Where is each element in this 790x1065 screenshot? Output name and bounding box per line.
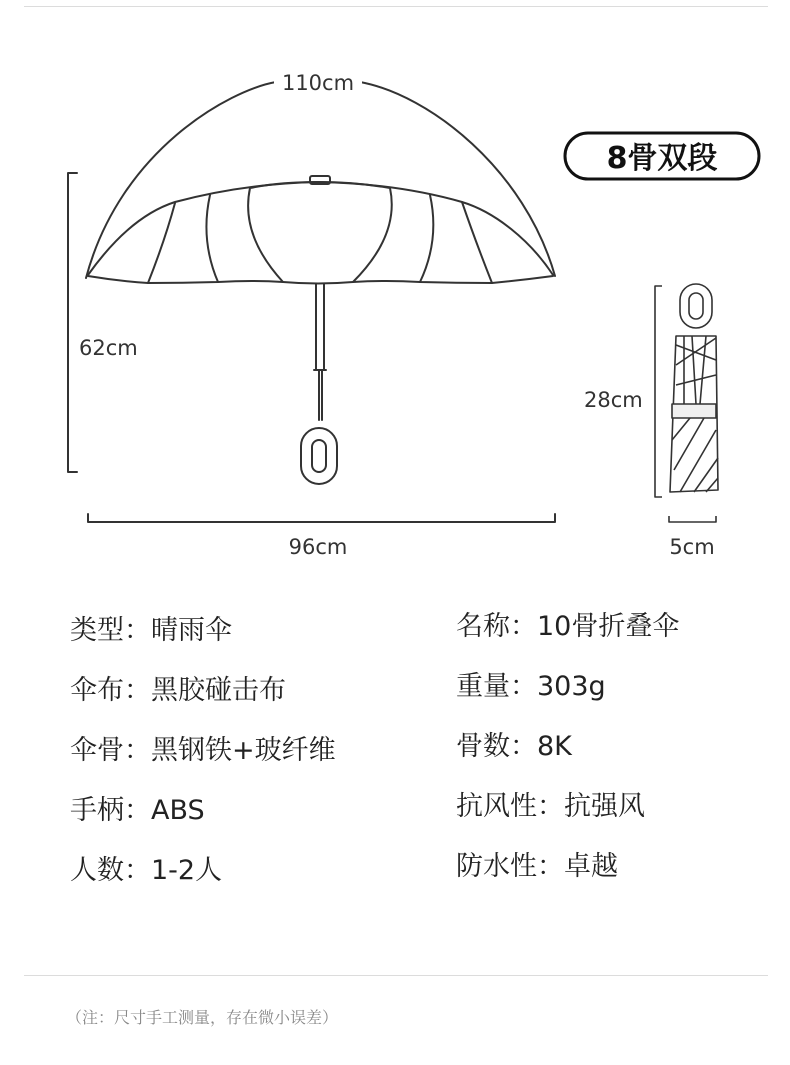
spec-rib-count: 骨数：8K: [456, 731, 572, 762]
bottom-divider: [24, 975, 768, 976]
spec-capacity: 人数：1-2人: [70, 855, 223, 886]
badge-label: 8骨双段: [606, 141, 718, 176]
spec-type: 类型：晴雨伞: [70, 615, 232, 646]
width-dimension-label: 96cm: [288, 535, 348, 559]
measurement-note: （注：尺寸手工测量，存在微小误差）: [66, 1008, 339, 1027]
spec-handle: 手柄：ABS: [70, 795, 205, 826]
spec-fabric: 伞布：黑胶碰击布: [70, 675, 286, 706]
spec-weight: 重量：303g: [456, 671, 606, 702]
folded-width-label: 5cm: [669, 535, 715, 559]
arc-dimension-label: 110cm: [281, 71, 355, 95]
spec-waterproof: 防水性：卓越: [456, 851, 618, 882]
spec-name: 名称：10骨折叠伞: [456, 611, 680, 642]
spec-frame: 伞骨：黑钢铁+玻纤维: [70, 735, 336, 766]
spec-wind-resistance: 抗风性：抗强风: [456, 791, 645, 822]
height-dimension-label: 62cm: [79, 336, 138, 360]
folded-length-label: 28cm: [584, 388, 643, 412]
